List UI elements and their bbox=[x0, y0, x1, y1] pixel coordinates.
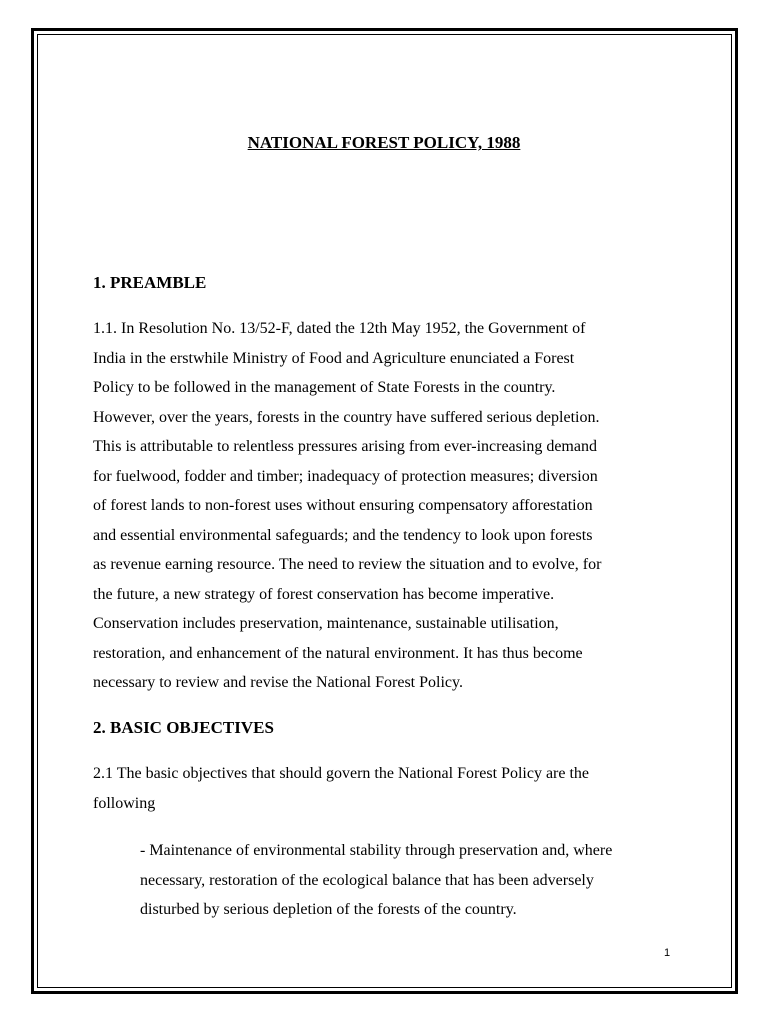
objectives-intro-paragraph bbox=[93, 759, 683, 818]
text-line: Policy to be followed in the management of State Forests in the country. bbox=[93, 379, 556, 396]
text-line: However, over the years, forests in the country have suffered serious depletion. bbox=[93, 408, 600, 426]
text-line: 2.1 The basic objectives that should govern the National Forest Policy are the bbox=[93, 765, 590, 782]
text-line: This is attributable to relentless pressures arising from ever-increasing demand bbox=[93, 438, 597, 455]
text-line: necessary, restoration of the ecological balance that has been adversely bbox=[140, 871, 594, 889]
text-line: restoration, and enhancement of the natural environment. It has thus become bbox=[93, 644, 583, 662]
text-line: 1.1. In Resolution No. 13/52-F, dated the 12th May 1952, the Government of bbox=[93, 320, 586, 337]
section-heading-objectives: 2. BASIC OBJECTIVES bbox=[93, 718, 274, 737]
text-line: as revenue earning resource. The need to review the situation and to evolve, for bbox=[93, 556, 602, 573]
document-title: NATIONAL FOREST POLICY, 1988 bbox=[247, 133, 521, 152]
page-number: 1 bbox=[664, 947, 671, 959]
text-line: for fuelwood, fodder and timber; inadequacy of protection measures; diversion bbox=[93, 467, 598, 485]
text-line: India in the erstwhile Ministry of Food and Agriculture enunciated a Forest bbox=[93, 349, 575, 367]
text-line: the future, a new strategy of forest conservation has become imperative. bbox=[93, 585, 555, 603]
objective-bullet-item bbox=[140, 836, 700, 925]
text-line: following bbox=[93, 794, 156, 812]
text-line: Conservation includes preservation, maintenance, sustainable utilisation, bbox=[93, 615, 559, 632]
preamble-paragraph bbox=[93, 314, 683, 698]
section-heading-preamble: 1. PREAMBLE bbox=[93, 273, 207, 292]
text-line: disturbed by serious depletion of the forests of the country. bbox=[140, 901, 517, 918]
text-line: and essential environmental safeguards; and the tendency to look upon forests bbox=[93, 526, 593, 544]
text-line: of forest lands to non-forest uses without ensuring compensatory afforestation bbox=[93, 497, 593, 514]
text-line: - Maintenance of environmental stability through preservation and, where bbox=[140, 842, 613, 859]
text-line: necessary to review and revise the National Forest Policy. bbox=[93, 674, 463, 691]
